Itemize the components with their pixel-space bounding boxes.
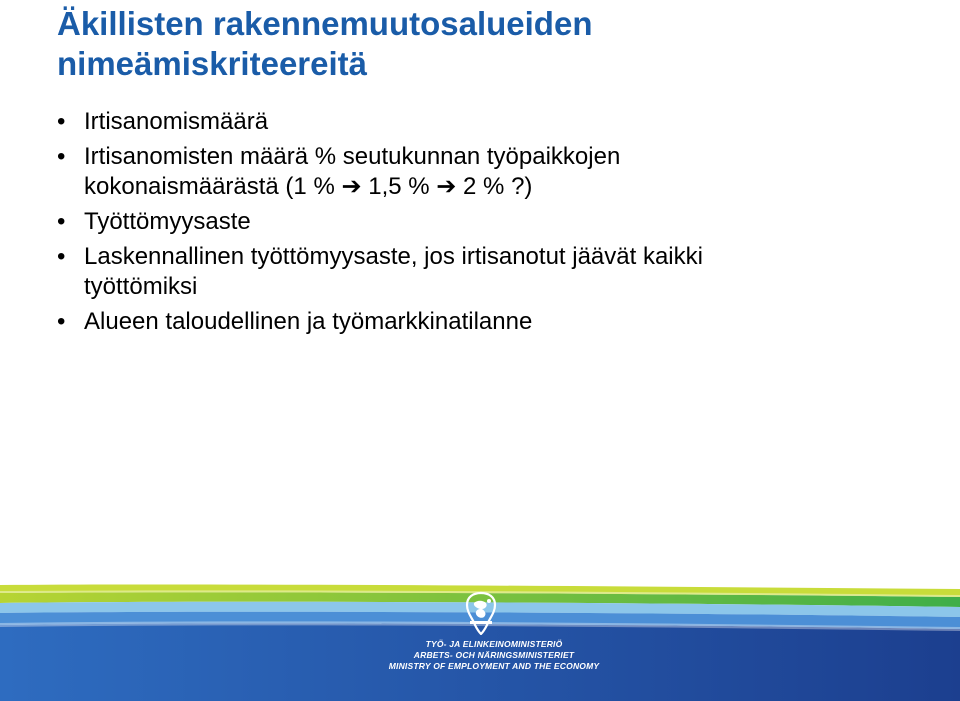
bullet-dot-icon: •: [57, 143, 66, 170]
bullet-text: [84, 107, 937, 137]
bullet-line: Irtisanomismäärä: [84, 108, 269, 135]
bullet-item: [57, 307, 937, 337]
bullet-dot-icon: •: [57, 208, 66, 235]
bullet-text: [84, 142, 937, 202]
ministry-name-sv: ARBETS- OCH NÄRINGSMINISTERIET: [413, 650, 575, 660]
footer-banner: [0, 583, 960, 701]
title-line-1: Äkillisten rakennemuutosalueiden: [57, 5, 593, 42]
bullet-line: Irtisanomisten määrä % seutukunnan työpaikkojen: [84, 143, 621, 170]
bullet-item: [57, 242, 937, 302]
bullet-line: Alueen taloudellinen ja työmarkkinatilanne: [84, 308, 533, 335]
bullet-line: työttömiksi: [84, 273, 198, 300]
bullet-dot-icon: •: [57, 243, 66, 270]
bullet-dot-icon: •: [57, 308, 66, 335]
bullet-item: [57, 107, 937, 137]
ministry-name-fi: TYÖ- JA ELINKEINOMINISTERIÖ: [425, 639, 563, 649]
bullet-text: [84, 207, 937, 237]
slide-title: [57, 4, 937, 84]
bullet-item: [57, 142, 937, 202]
bullet-dot-icon: •: [57, 108, 66, 135]
lion-crest-icon: [461, 591, 501, 635]
bullet-line: Työttömyysaste: [84, 208, 251, 235]
ministry-name-en: MINISTRY OF EMPLOYMENT AND THE ECONOMY: [388, 661, 600, 671]
bullet-line: kokonaismäärästä (1 % ➔ 1,5 % ➔ 2 % ?): [84, 173, 533, 200]
bullet-text: [84, 242, 937, 302]
title-line-2: nimeämiskriteereitä: [57, 45, 368, 82]
bullet-item: [57, 207, 937, 237]
bullet-line: Laskennallinen työttömyysaste, jos irtisanotut jäävät kaikki: [84, 243, 703, 270]
bullet-text: [84, 307, 937, 337]
bullet-list: [57, 107, 937, 342]
